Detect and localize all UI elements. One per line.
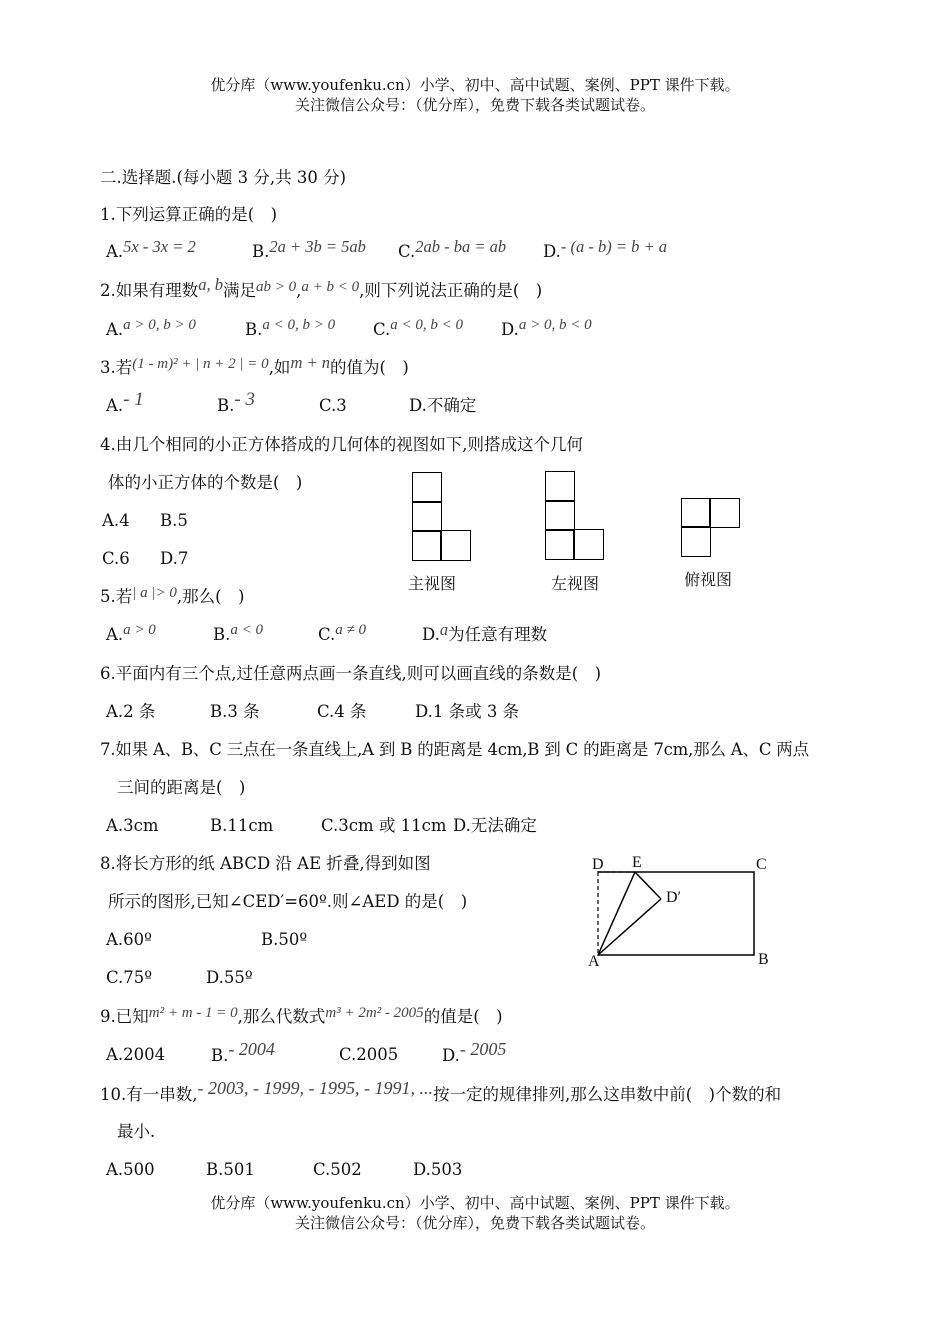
- q8-option-d: D.55º: [206, 968, 253, 987]
- q10-option-d: D.503: [413, 1160, 463, 1179]
- q8-point-a: A: [588, 953, 600, 970]
- q7-stem-line-2: 三间的距离是( ): [117, 778, 246, 797]
- edge-ad-prime: [598, 899, 661, 955]
- front-view-cell: [412, 501, 442, 532]
- q1-option-d: [543, 237, 668, 262]
- q1-a-label: A.: [106, 242, 124, 261]
- q3-b-expr: - 3: [234, 389, 255, 410]
- q3-option-d: D.不确定: [409, 396, 477, 415]
- q1-b-expr: 2a + 3b = 5ab: [269, 237, 366, 256]
- front-view-cell: [412, 472, 442, 503]
- q10-stem-post: 按一定的规律排列,那么这串数中前( )个数的和: [432, 1085, 782, 1104]
- footer-line-2: 关注微信公众号：（优分库），免费下载各类试题试卷。: [294, 1214, 655, 1232]
- q4-left-view-label: 左视图: [551, 574, 600, 593]
- q6-stem: 6.平面内有三个点,过任意两点画一条直线,则可以画直线的条数是( ): [100, 664, 602, 683]
- q2-d-label: D.: [501, 320, 519, 339]
- q9-d-label: D.: [442, 1046, 460, 1065]
- q4-stem-line-1: 4.由几个相同的小正方体搭成的几何体的视图如下,则搭成这个几何: [100, 435, 583, 454]
- q2-option-a: [106, 317, 196, 341]
- q2-option-d: [501, 317, 592, 341]
- q8-option-a: A.60º: [106, 930, 152, 949]
- q6-option-a: A.2 条: [106, 702, 156, 721]
- q4-option-a: A.4: [102, 511, 130, 530]
- q10-stem-pre: 10.有一串数,: [100, 1085, 198, 1104]
- q1-c-label: C.: [398, 242, 416, 261]
- q2-stem-mid: 满足: [223, 281, 256, 300]
- q9-option-a: A.2004: [106, 1045, 166, 1064]
- q10-stem-line-1: [100, 1078, 782, 1105]
- left-view-cell: [573, 529, 604, 560]
- q10-sequence: - 2003, - 1999, - 1995, - 1991, ...: [197, 1078, 433, 1098]
- q1-option-a: [106, 237, 196, 262]
- q9-stem: [100, 1007, 503, 1028]
- q5-c-expr: a ≠ 0: [335, 622, 367, 638]
- q7-option-d: D.无法确定: [453, 816, 537, 835]
- q1-d-expr: - (a - b) = b + a: [560, 237, 668, 256]
- q9-stem-pre: 9.已知: [100, 1007, 149, 1026]
- q10-stem-line-2: 最小.: [117, 1122, 156, 1141]
- footer-line-1: 优分库（www.youfenku.cn）小学、初中、高中试题、案例、PPT 课件下载。: [210, 1194, 740, 1212]
- q3-a-expr: - 1: [123, 389, 144, 410]
- q9-expr2: m³ + 2m² - 2005: [325, 1005, 424, 1021]
- q2-cond2: a + b < 0: [301, 279, 360, 295]
- top-view-cell: [709, 498, 740, 528]
- q9-stem-mid: ,那么代数式: [237, 1007, 326, 1026]
- q2-d-expr: a > 0, b < 0: [518, 317, 592, 333]
- q2-stem-post: ,则下列说法正确的是( ): [359, 281, 543, 300]
- q4-option-d: D.7: [160, 549, 189, 568]
- q8-point-b: B: [758, 951, 769, 968]
- q4-option-b: B.5: [160, 511, 188, 530]
- section-title: 二.选择题.(每小题 3 分,共 30 分): [100, 168, 347, 187]
- front-view-cell: [440, 530, 471, 561]
- q9-d-expr: - 2005: [459, 1039, 507, 1059]
- q10-option-b: B.501: [206, 1160, 255, 1179]
- q5-expr: | a |> 0: [132, 585, 177, 601]
- q5-a-expr: a > 0: [123, 622, 156, 638]
- q3-b-label: B.: [217, 396, 235, 415]
- q9-option-b: [211, 1039, 275, 1066]
- q2-a-label: A.: [106, 320, 124, 339]
- q9-option-c: C.2005: [339, 1045, 399, 1064]
- q5-option-b: [213, 622, 263, 646]
- q2-option-b: [245, 317, 336, 341]
- q2-stem-pre: 2.如果有理数: [100, 281, 199, 300]
- q7-option-b: B.11cm: [210, 816, 274, 835]
- q5-option-c: [318, 622, 367, 646]
- q2-option-c: [373, 317, 464, 341]
- q10-option-c: C.502: [313, 1160, 362, 1179]
- q7-stem-line-1: 7.如果 A、B、C 三点在一条直线上,A 到 B 的距离是 4cm,B 到 C 的距离是 7cm,那么 A、C 两点: [100, 740, 809, 759]
- q2-c-label: C.: [373, 320, 391, 339]
- q2-c-expr: a < 0, b < 0: [390, 317, 464, 333]
- q4-option-c: C.6: [102, 549, 130, 568]
- q4-front-view-label: 主视图: [408, 574, 457, 593]
- q3-option-a: [106, 389, 144, 416]
- q9-b-expr: - 2004: [228, 1039, 275, 1059]
- q8-option-c: C.75º: [106, 968, 153, 987]
- q9-expr1: m² + m - 1 = 0: [148, 1005, 238, 1021]
- q8-stem-line-2: 所示的图形,已知∠CED′=60º.则∠AED 的是( ): [108, 892, 468, 911]
- q2-cond1: ab > 0: [256, 279, 297, 295]
- q8-point-c: C: [756, 856, 767, 873]
- left-view-cell: [545, 529, 575, 560]
- q1-d-label: D.: [543, 242, 561, 261]
- left-view-cell: [545, 471, 575, 502]
- q8-point-e: E: [632, 854, 642, 871]
- q1-option-c: [398, 237, 507, 262]
- q5-d-label: D.: [422, 625, 440, 644]
- q10-option-a: A.500: [106, 1160, 155, 1179]
- q8-fold-diagram: [585, 850, 775, 975]
- q6-option-d: D.1 条或 3 条: [415, 702, 520, 721]
- q5-c-label: C.: [318, 625, 336, 644]
- q9-option-d: [442, 1039, 507, 1066]
- q7-option-c: C.3cm 或 11cm: [321, 816, 447, 835]
- front-view-cell: [412, 530, 442, 561]
- q2-b-expr: a < 0, b > 0: [262, 317, 336, 333]
- q7-option-a: A.3cm: [106, 816, 159, 835]
- q8-stem-line-1: 8.将长方形的纸 ABCD 沿 AE 折叠,得到如图: [100, 854, 431, 873]
- q2-b-label: B.: [245, 320, 263, 339]
- q3-option-c: C.3: [319, 396, 347, 415]
- q5-stem-pre: 5.若: [100, 587, 133, 606]
- q1-b-label: B.: [252, 242, 270, 261]
- q5-b-expr: a < 0: [230, 622, 263, 638]
- top-view-cell: [681, 498, 711, 528]
- q3-stem-post: 的值为( ): [330, 358, 409, 377]
- q3-stem-pre: 3.若: [100, 358, 133, 377]
- q2-stem: [100, 275, 543, 302]
- q3-expr2: m + n: [290, 353, 330, 372]
- q1-option-b: [252, 237, 366, 262]
- q1-stem: 1.下列运算正确的是( ): [100, 205, 278, 224]
- q8-point-d: D: [592, 856, 604, 873]
- q9-b-label: B.: [211, 1046, 229, 1065]
- rectangle-abcd: [598, 872, 754, 955]
- q5-option-d: [422, 620, 548, 645]
- q2-a-expr: a > 0, b > 0: [123, 317, 196, 333]
- top-view-cell: [681, 526, 711, 557]
- q8-option-b: B.50º: [261, 930, 308, 949]
- header-line-2: 关注微信公众号：（优分库），免费下载各类试题试卷。: [294, 96, 655, 114]
- q5-option-a: [106, 622, 156, 646]
- edge-ed-prime: [635, 872, 661, 899]
- left-view-cell: [545, 500, 575, 531]
- q4-top-view-label: 俯视图: [684, 570, 733, 589]
- q2-comma: ,: [296, 281, 302, 300]
- q1-c-expr: 2ab - ba = ab: [415, 237, 507, 256]
- q1-a-expr: 5x - 3x = 2: [123, 237, 196, 256]
- q6-option-b: B.3 条: [210, 702, 260, 721]
- q3-stem: [100, 353, 409, 379]
- q5-d-text: 为任意有理数: [448, 625, 548, 644]
- q5-stem-post: ,那么( ): [176, 587, 245, 606]
- q5-stem: [100, 587, 245, 608]
- q2-vars: a, b: [198, 275, 223, 294]
- q3-expr: (1 - m)² + | n + 2 | = 0: [132, 356, 269, 372]
- q5-a-label: A.: [106, 625, 124, 644]
- q5-b-label: B.: [213, 625, 231, 644]
- q8-point-d-prime: D′: [666, 889, 682, 906]
- q5-d-var: a: [439, 620, 449, 639]
- q3-a-label: A.: [106, 396, 124, 415]
- fold-line-ae: [598, 872, 635, 955]
- q4-stem-line-2: 体的小正方体的个数是( ): [108, 473, 303, 492]
- header-line-1: 优分库（www.youfenku.cn）小学、初中、高中试题、案例、PPT 课件下载。: [210, 76, 740, 94]
- q9-stem-post: 的值是( ): [423, 1007, 503, 1026]
- q3-stem-mid: ,如: [268, 358, 291, 377]
- q6-option-c: C.4 条: [317, 702, 367, 721]
- q3-option-b: [217, 389, 255, 416]
